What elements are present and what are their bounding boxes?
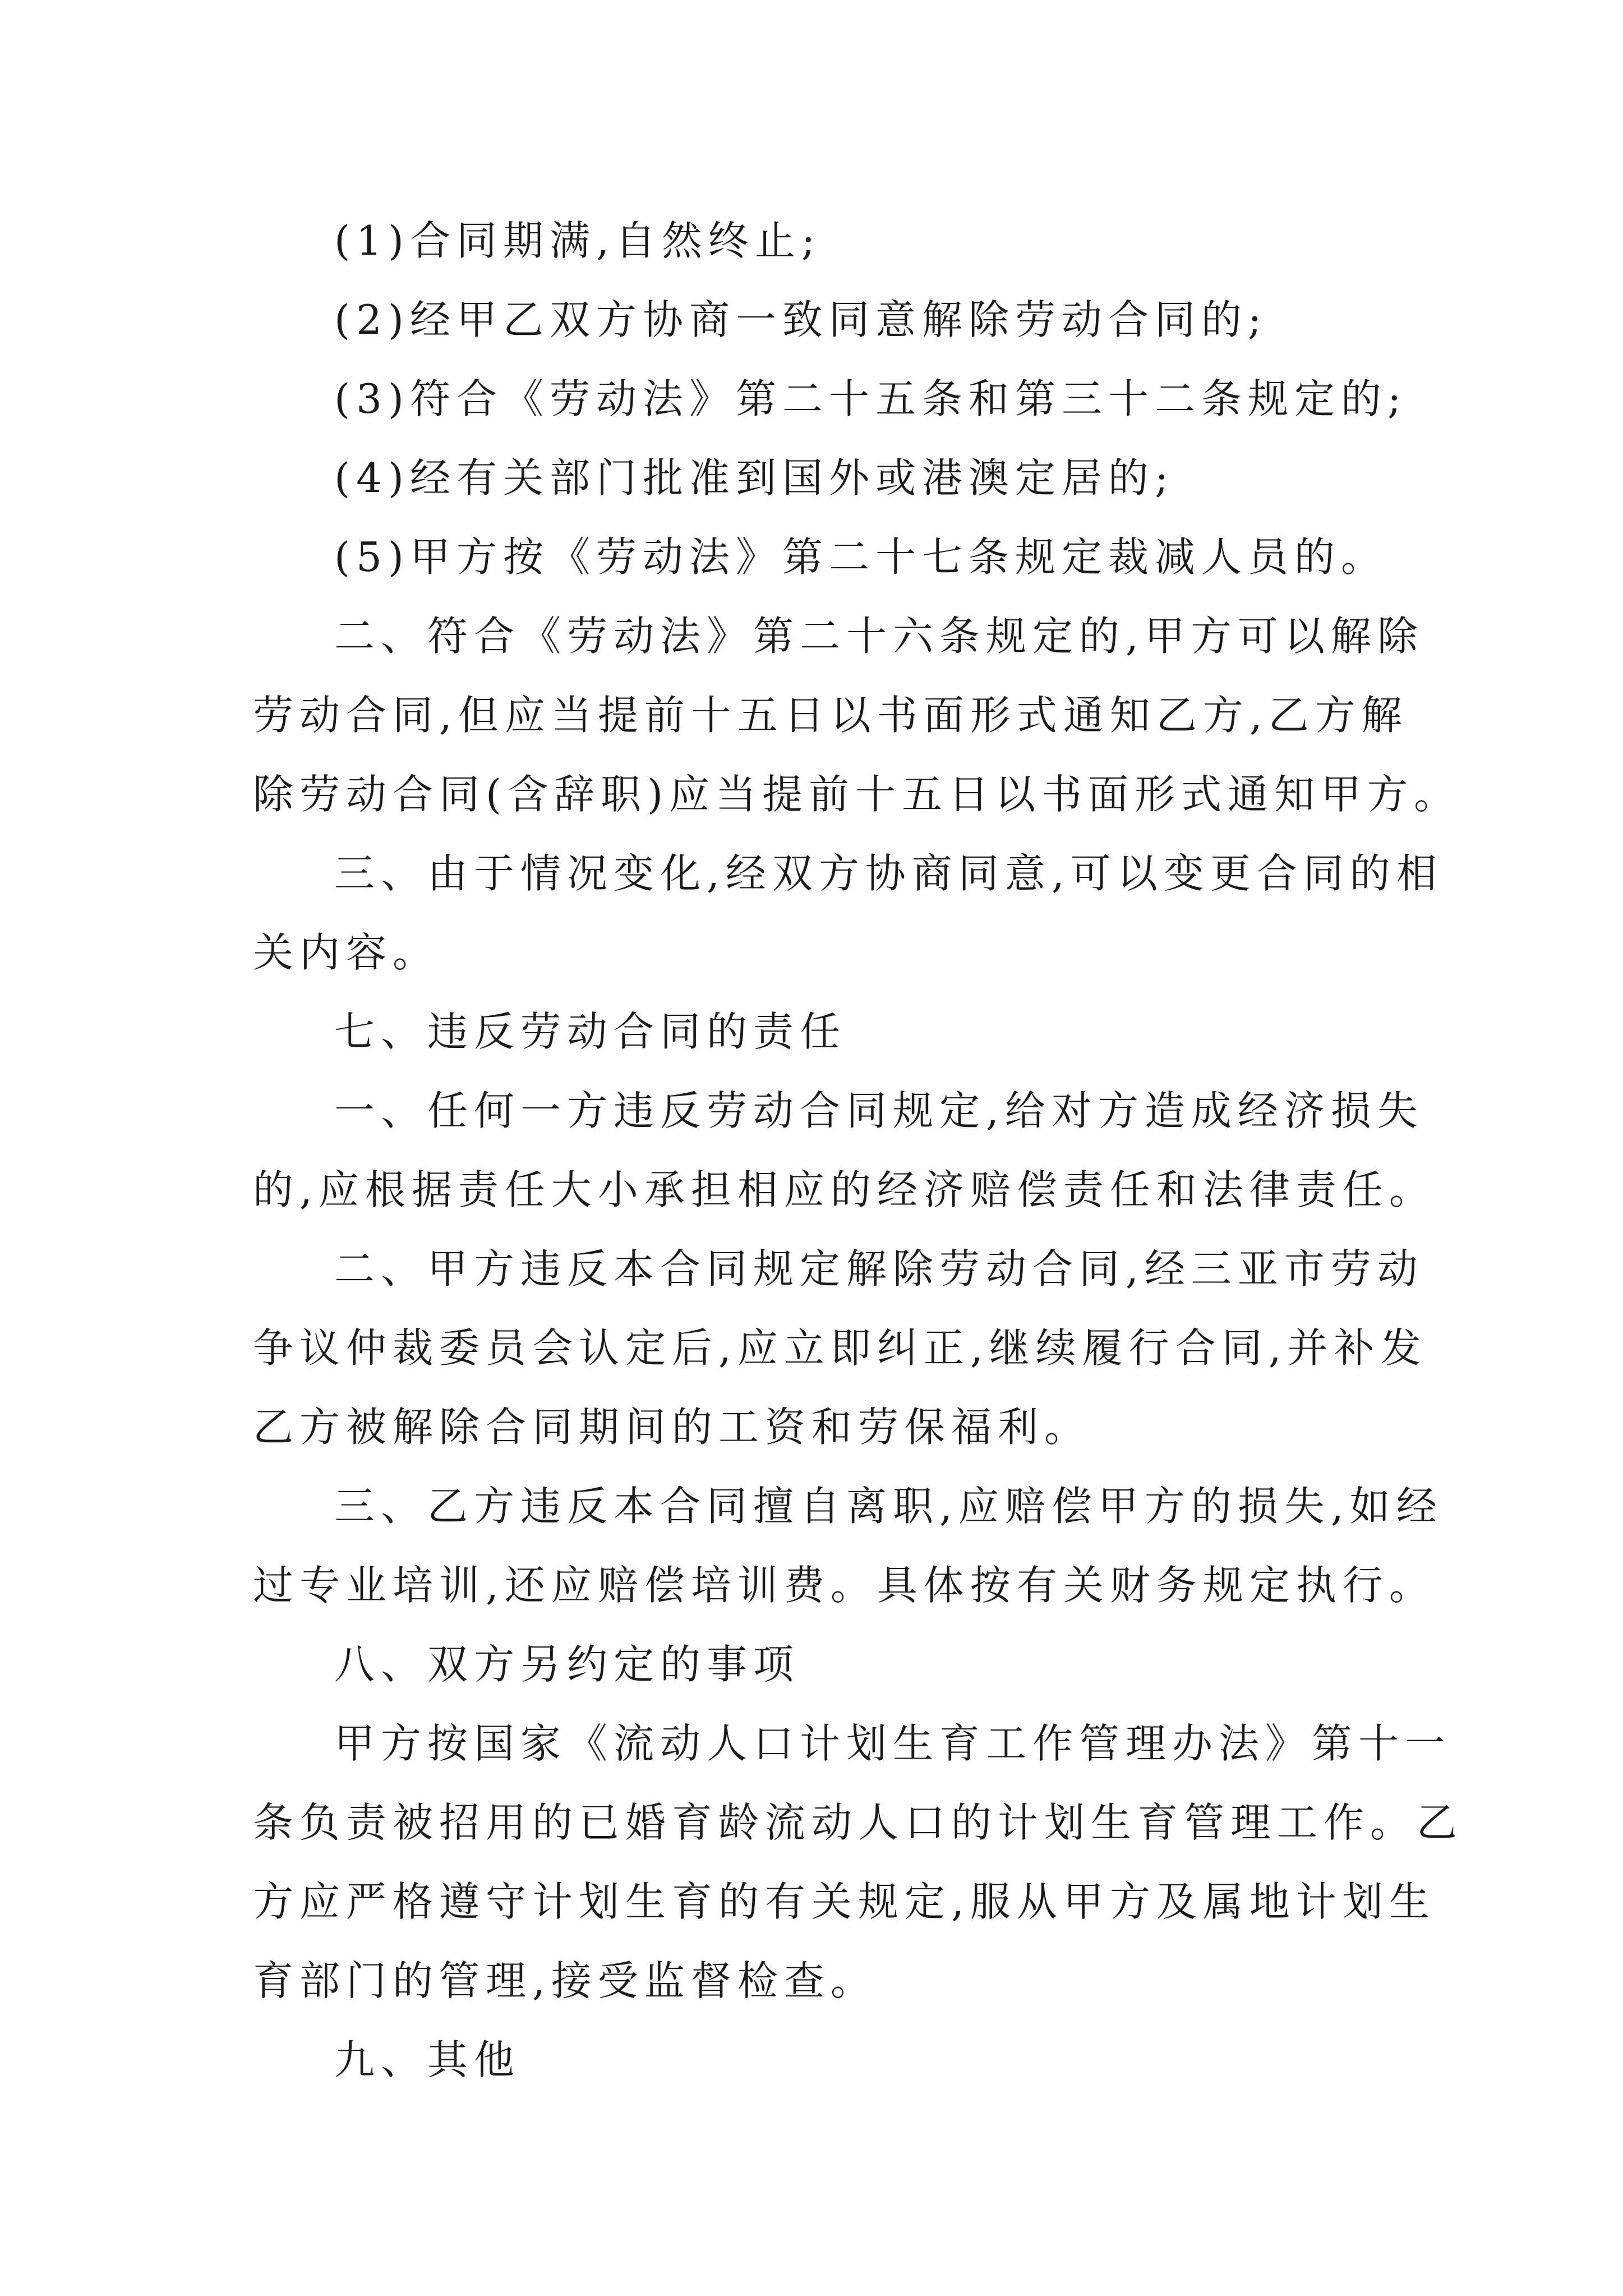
paragraph-line: 的,应根据责任大小承担相应的经济赔偿责任和法律责任。: [253, 1166, 1436, 1213]
paragraph-line: 甲方按国家《流动人口计划生育工作管理办法》第十一: [334, 1720, 1452, 1767]
paragraph-line: 乙方被解除合同期间的工资和劳保福利。: [253, 1404, 1091, 1451]
paragraph-line: 除劳动合同(含辞职)应当提前十五日以书面形式通知甲方。: [253, 771, 1461, 818]
clause-item-3: (3)符合《劳动法》第二十五条和第三十二条规定的;: [334, 375, 1408, 422]
paragraph-line: 关内容。: [253, 929, 440, 976]
paragraph-line: 三、乙方违反本合同擅自离职,应赔偿甲方的损失,如经: [334, 1483, 1443, 1530]
paragraph-line: 一、任何一方违反劳动合同规定,给对方造成经济损失: [334, 1087, 1424, 1134]
paragraph-line: 三、由于情况变化,经双方协商同意,可以变更合同的相: [334, 850, 1443, 897]
section-heading: 八、双方另约定的事项: [334, 1641, 800, 1688]
paragraph-line: 二、符合《劳动法》第二十六条规定的,甲方可以解除: [334, 613, 1424, 660]
paragraph-line: 过专业培训,还应赔偿培训费。具体按有关财务规定执行。: [253, 1562, 1436, 1609]
paragraph-line: 育部门的管理,接受监督检查。: [253, 1957, 877, 2004]
section-heading: 七、违反劳动合同的责任: [334, 1008, 847, 1055]
section-heading: 九、其他: [334, 2036, 521, 2083]
paragraph-line: 条负责被招用的已婚育龄流动人口的计划生育管理工作。乙: [253, 1799, 1464, 1846]
clause-item-4: (4)经有关部门批准到国外或港澳定居的;: [334, 454, 1175, 501]
paragraph-line: 劳动合同,但应当提前十五日以书面形式通知乙方,乙方解: [253, 692, 1408, 739]
clause-item-5: (5)甲方按《劳动法》第二十七条规定裁减人员的。: [334, 533, 1387, 581]
clause-item-2: (2)经甲乙双方协商一致同意解除劳动合同的;: [334, 296, 1268, 343]
paragraph-line: 争议仲裁委员会认定后,应立即纠正,继续履行合同,并补发: [253, 1324, 1427, 1372]
paragraph-line: 方应严格遵守计划生育的有关规定,服从甲方及属地计划生: [253, 1878, 1436, 1925]
clause-item-1: (1)合同期满,自然终止;: [334, 217, 822, 264]
paragraph-line: 二、甲方违反本合同规定解除劳动合同,经三亚市劳动: [334, 1245, 1424, 1292]
